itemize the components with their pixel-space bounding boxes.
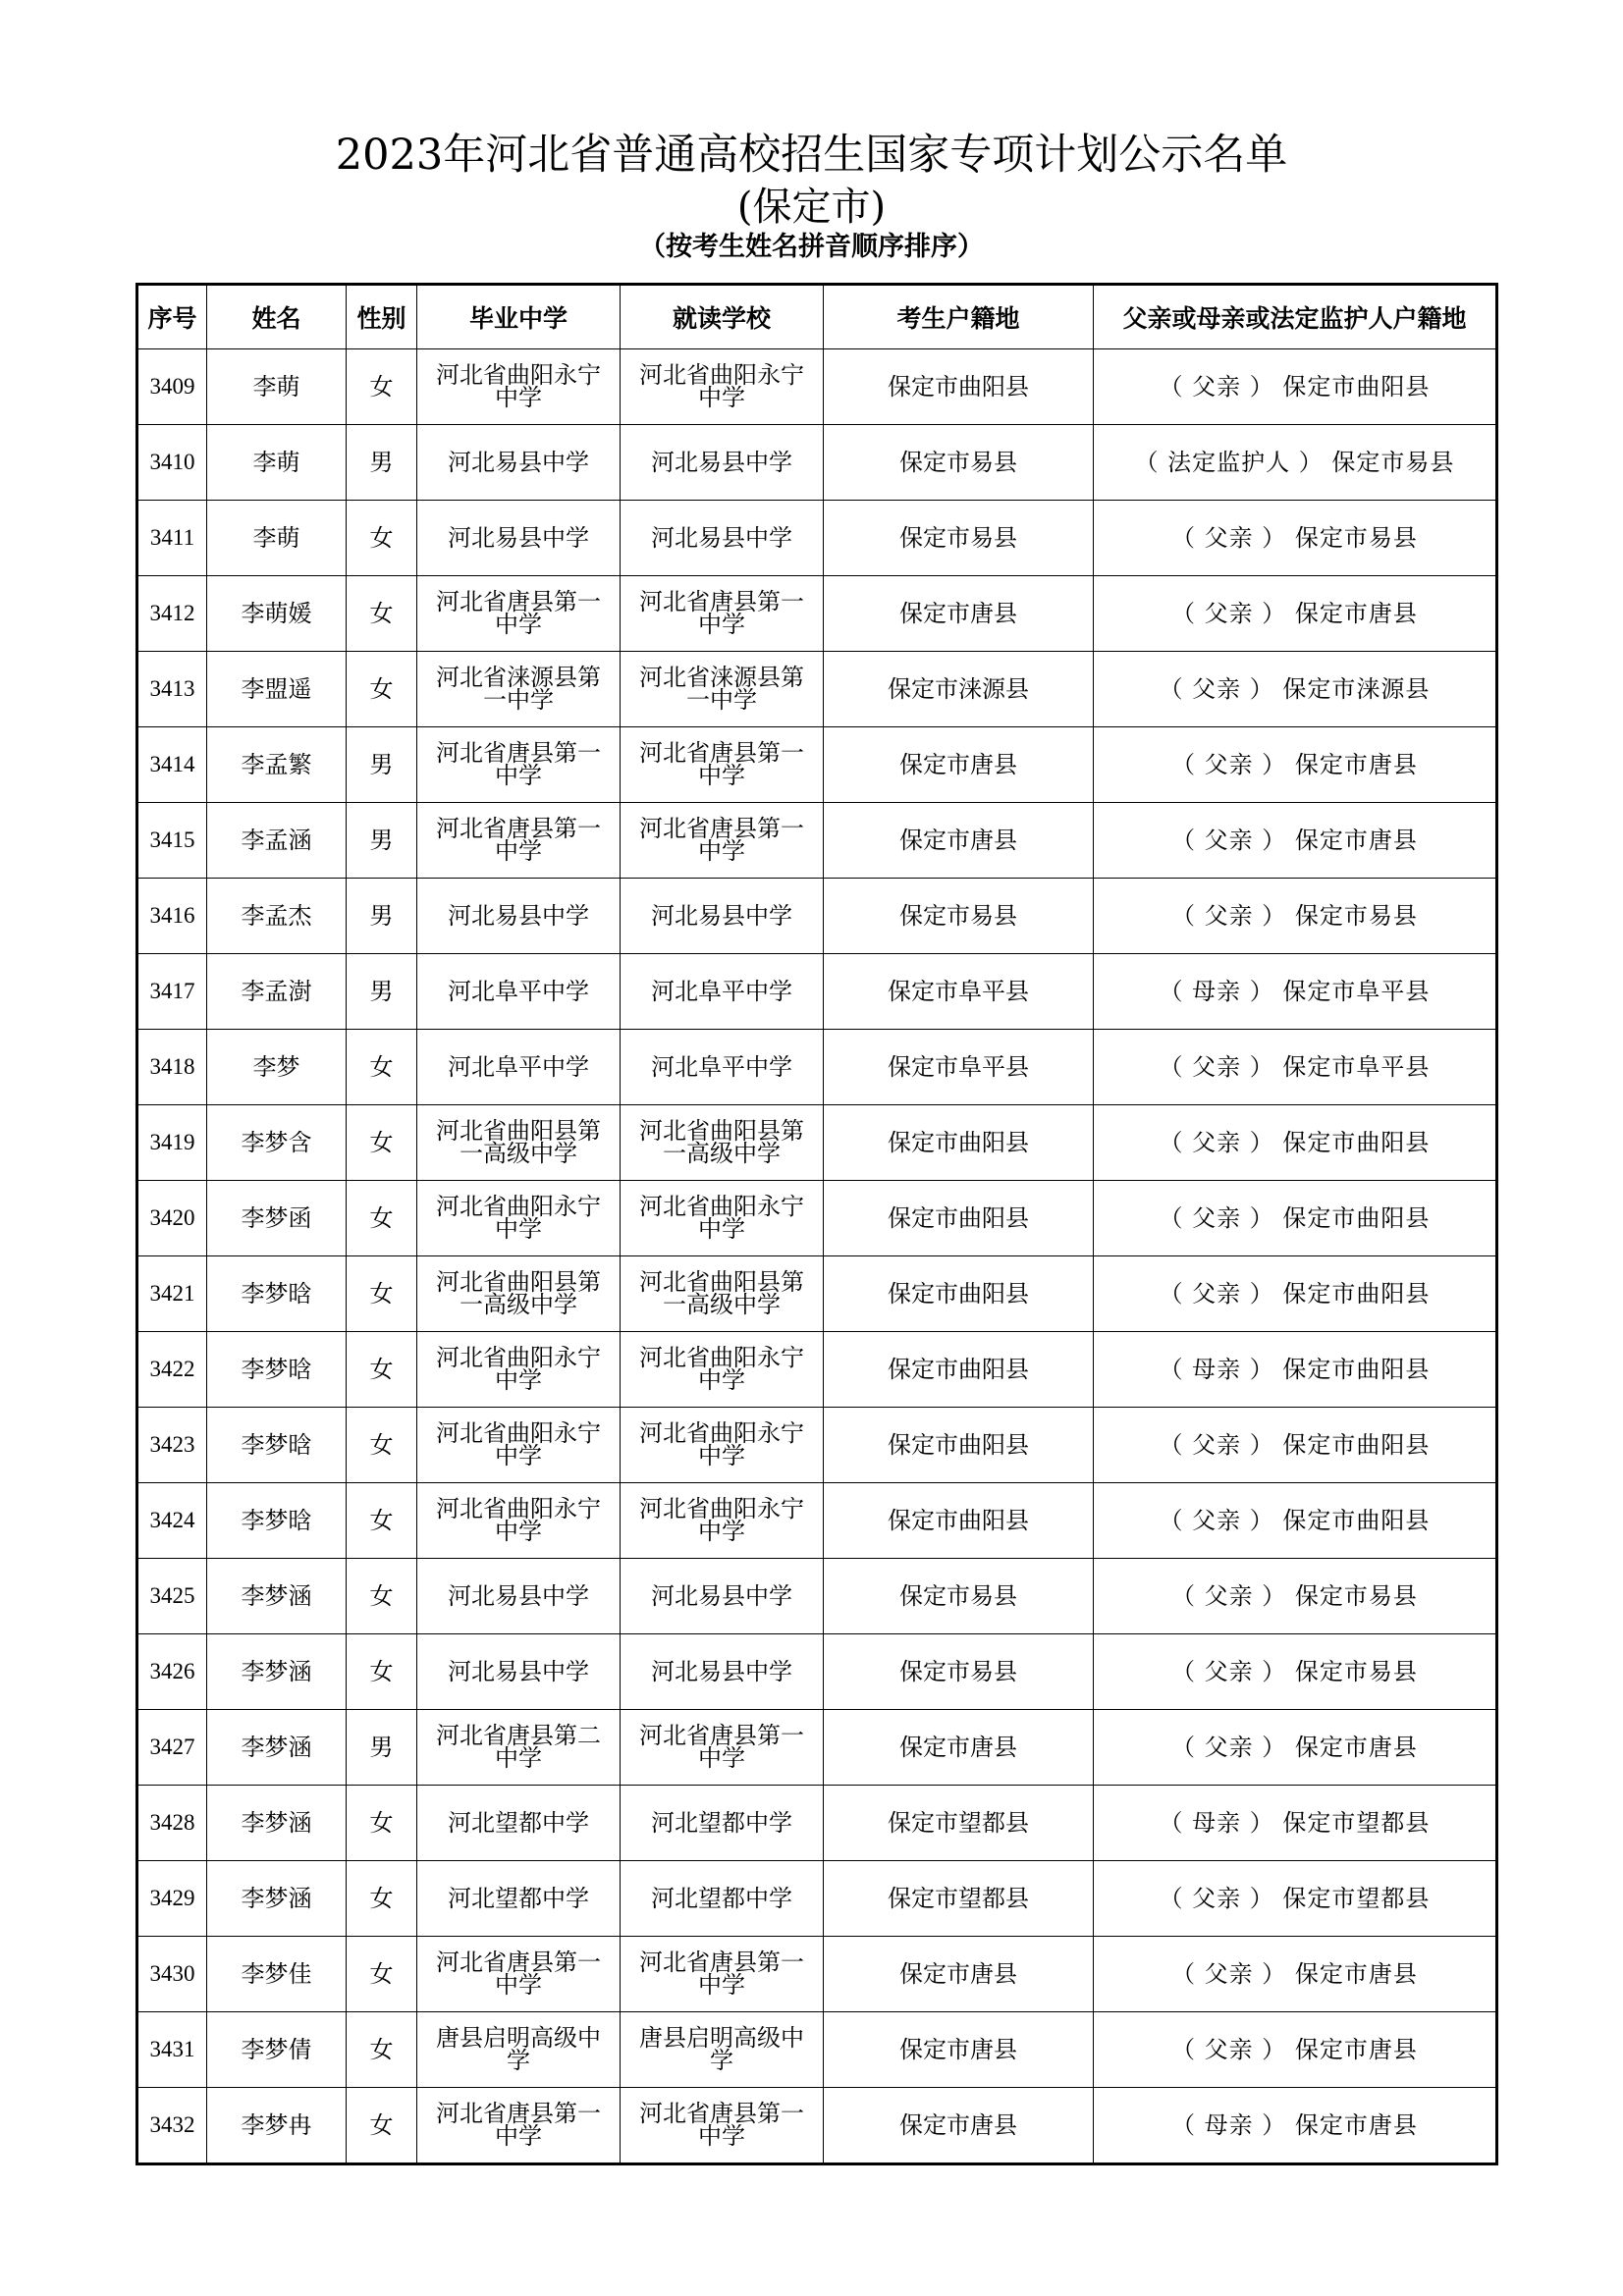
table-row [137, 2088, 1497, 2164]
cell-gender: 男 [347, 425, 417, 501]
cell-seq: 3430 [137, 1937, 207, 2012]
cell-current-school: 河北省曲阳永宁中学 [621, 1408, 824, 1483]
table-row [137, 1408, 1497, 1483]
cell-seq: 3422 [137, 1332, 207, 1408]
cell-guardian-household: （ 父亲 ） 保定市曲阳县 [1094, 1408, 1497, 1483]
header-guardian-household: 父亲或母亲或法定监护人户籍地 [1094, 285, 1497, 349]
cell-current-school: 河北省唐县第一中学 [621, 727, 824, 803]
cell-name: 李萌媛 [207, 576, 347, 652]
cell-seq: 3415 [137, 803, 207, 879]
cell-guardian-household: （ 母亲 ） 保定市阜平县 [1094, 954, 1497, 1030]
cell-household: 保定市曲阳县 [824, 1408, 1094, 1483]
table-row [137, 1181, 1497, 1256]
cell-guardian-household: （ 父亲 ） 保定市易县 [1094, 501, 1497, 576]
cell-seq: 3412 [137, 576, 207, 652]
cell-household: 保定市阜平县 [824, 1030, 1094, 1105]
cell-current-school: 河北望都中学 [621, 1861, 824, 1937]
cell-household: 保定市易县 [824, 1634, 1094, 1710]
cell-grad-school: 河北省唐县第一中学 [417, 803, 621, 879]
cell-name: 李孟澍 [207, 954, 347, 1030]
cell-gender: 女 [347, 576, 417, 652]
sort-note: （按考生姓名拼音顺序排序） [639, 232, 984, 262]
cell-current-school: 河北省曲阳永宁中学 [621, 1332, 824, 1408]
cell-seq: 3429 [137, 1861, 207, 1937]
cell-household: 保定市曲阳县 [824, 349, 1094, 425]
cell-grad-school: 河北省曲阳县第一高级中学 [417, 1256, 621, 1332]
cell-current-school: 河北阜平中学 [621, 1030, 824, 1105]
cell-name: 李盟遥 [207, 652, 347, 727]
cell-household: 保定市阜平县 [824, 954, 1094, 1030]
cell-seq: 3413 [137, 652, 207, 727]
cell-guardian-household: （ 父亲 ） 保定市易县 [1094, 1634, 1497, 1710]
cell-gender: 女 [347, 1786, 417, 1861]
cell-seq: 3409 [137, 349, 207, 425]
cell-gender: 女 [347, 1332, 417, 1408]
cell-name: 李孟杰 [207, 879, 347, 954]
cell-household: 保定市易县 [824, 879, 1094, 954]
cell-grad-school: 河北省曲阳县第一高级中学 [417, 1105, 621, 1181]
cell-current-school: 唐县启明高级中学 [621, 2012, 824, 2088]
cell-current-school: 河北省涞源县第一中学 [621, 652, 824, 727]
table-row [137, 501, 1497, 576]
cell-seq: 3432 [137, 2088, 207, 2164]
cell-household: 保定市唐县 [824, 727, 1094, 803]
cell-current-school: 河北省唐县第一中学 [621, 1710, 824, 1786]
cell-grad-school: 河北阜平中学 [417, 1030, 621, 1105]
cell-gender: 女 [347, 1181, 417, 1256]
document-subtitle: (保定市) [736, 185, 887, 230]
table-row [137, 1786, 1497, 1861]
cell-gender: 女 [347, 349, 417, 425]
cell-grad-school: 河北易县中学 [417, 501, 621, 576]
cell-household: 保定市曲阳县 [824, 1332, 1094, 1408]
cell-name: 李萌 [207, 501, 347, 576]
cell-name: 李梦倩 [207, 2012, 347, 2088]
cell-guardian-household: （ 父亲 ） 保定市唐县 [1094, 1937, 1497, 2012]
cell-grad-school: 河北省涞源县第一中学 [417, 652, 621, 727]
cell-seq: 3418 [137, 1030, 207, 1105]
cell-gender: 女 [347, 501, 417, 576]
header-seq: 序号 [137, 285, 207, 349]
cell-household: 保定市唐县 [824, 2012, 1094, 2088]
cell-gender: 男 [347, 727, 417, 803]
cell-current-school: 河北省曲阳县第一高级中学 [621, 1256, 824, 1332]
table-row [137, 954, 1497, 1030]
cell-gender: 女 [347, 2088, 417, 2164]
table-row [137, 652, 1497, 727]
table-row [137, 1105, 1497, 1181]
table-row [137, 1332, 1497, 1408]
cell-household: 保定市唐县 [824, 803, 1094, 879]
header-household: 考生户籍地 [824, 285, 1094, 349]
cell-current-school: 河北望都中学 [621, 1786, 824, 1861]
cell-household: 保定市唐县 [824, 576, 1094, 652]
cell-seq: 3420 [137, 1181, 207, 1256]
table-row [137, 349, 1497, 425]
cell-household: 保定市易县 [824, 425, 1094, 501]
cell-gender: 女 [347, 1634, 417, 1710]
cell-grad-school: 河北望都中学 [417, 1786, 621, 1861]
table-row [137, 2012, 1497, 2088]
cell-guardian-household: （ 法定监护人 ） 保定市易县 [1094, 425, 1497, 501]
cell-name: 李梦涵 [207, 1710, 347, 1786]
cell-guardian-household: （ 父亲 ） 保定市阜平县 [1094, 1030, 1497, 1105]
cell-name: 李梦佳 [207, 1937, 347, 2012]
cell-seq: 3417 [137, 954, 207, 1030]
cell-name: 李梦含 [207, 1105, 347, 1181]
table-row [137, 1710, 1497, 1786]
cell-gender: 女 [347, 1937, 417, 2012]
cell-grad-school: 唐县启明高级中学 [417, 2012, 621, 2088]
cell-seq: 3425 [137, 1559, 207, 1634]
cell-guardian-household: （ 父亲 ） 保定市唐县 [1094, 727, 1497, 803]
cell-gender: 女 [347, 1861, 417, 1937]
cell-guardian-household: （ 父亲 ） 保定市涞源县 [1094, 652, 1497, 727]
table-row [137, 576, 1497, 652]
cell-gender: 女 [347, 2012, 417, 2088]
table-row [137, 1256, 1497, 1332]
cell-guardian-household: （ 父亲 ） 保定市曲阳县 [1094, 1181, 1497, 1256]
cell-current-school: 河北易县中学 [621, 1634, 824, 1710]
cell-gender: 男 [347, 954, 417, 1030]
cell-name: 李萌 [207, 425, 347, 501]
cell-gender: 女 [347, 652, 417, 727]
cell-gender: 女 [347, 1256, 417, 1332]
cell-grad-school: 河北易县中学 [417, 425, 621, 501]
cell-household: 保定市曲阳县 [824, 1105, 1094, 1181]
cell-gender: 男 [347, 803, 417, 879]
table-header-row [137, 285, 1497, 349]
cell-guardian-household: （ 父亲 ） 保定市唐县 [1094, 1710, 1497, 1786]
cell-household: 保定市涞源县 [824, 652, 1094, 727]
cell-seq: 3423 [137, 1408, 207, 1483]
cell-household: 保定市曲阳县 [824, 1181, 1094, 1256]
cell-current-school: 河北省唐县第一中学 [621, 803, 824, 879]
header-gender: 性别 [347, 285, 417, 349]
cell-current-school: 河北省曲阳永宁中学 [621, 1181, 824, 1256]
document-title: 2023年河北省普通高校招生国家专项计划公示名单 [335, 131, 1288, 180]
cell-guardian-household: （ 父亲 ） 保定市曲阳县 [1094, 1483, 1497, 1559]
cell-gender: 男 [347, 879, 417, 954]
cell-current-school: 河北易县中学 [621, 879, 824, 954]
cell-household: 保定市曲阳县 [824, 1483, 1094, 1559]
cell-name: 李梦晗 [207, 1256, 347, 1332]
cell-seq: 3419 [137, 1105, 207, 1181]
cell-seq: 3424 [137, 1483, 207, 1559]
table-row [137, 803, 1497, 879]
cell-household: 保定市唐县 [824, 2088, 1094, 2164]
cell-gender: 女 [347, 1408, 417, 1483]
cell-grad-school: 河北省唐县第一中学 [417, 727, 621, 803]
cell-guardian-household: （ 父亲 ） 保定市易县 [1094, 1559, 1497, 1634]
header-name: 姓名 [207, 285, 347, 349]
table-row [137, 1030, 1497, 1105]
table-row [137, 1861, 1497, 1937]
cell-name: 李梦函 [207, 1181, 347, 1256]
table-row [137, 1634, 1497, 1710]
cell-grad-school: 河北省唐县第二中学 [417, 1710, 621, 1786]
cell-seq: 3411 [137, 501, 207, 576]
table-row [137, 1559, 1497, 1634]
cell-household: 保定市望都县 [824, 1786, 1094, 1861]
cell-current-school: 河北易县中学 [621, 501, 824, 576]
cell-gender: 女 [347, 1559, 417, 1634]
cell-seq: 3416 [137, 879, 207, 954]
cell-grad-school: 河北省唐县第一中学 [417, 1937, 621, 2012]
cell-name: 李梦 [207, 1030, 347, 1105]
cell-guardian-household: （ 父亲 ） 保定市曲阳县 [1094, 1256, 1497, 1332]
cell-current-school: 河北省曲阳永宁中学 [621, 1483, 824, 1559]
cell-seq: 3410 [137, 425, 207, 501]
cell-current-school: 河北省曲阳县第一高级中学 [621, 1105, 824, 1181]
cell-seq: 3426 [137, 1634, 207, 1710]
cell-current-school: 河北阜平中学 [621, 954, 824, 1030]
table-row [137, 1937, 1497, 2012]
cell-name: 李孟繁 [207, 727, 347, 803]
cell-household: 保定市易县 [824, 501, 1094, 576]
table-row [137, 879, 1497, 954]
roster-table [135, 283, 1498, 2165]
cell-current-school: 河北易县中学 [621, 1559, 824, 1634]
cell-gender: 女 [347, 1483, 417, 1559]
cell-current-school: 河北省曲阳永宁中学 [621, 349, 824, 425]
cell-guardian-household: （ 父亲 ） 保定市易县 [1094, 879, 1497, 954]
cell-grad-school: 河北易县中学 [417, 1634, 621, 1710]
cell-guardian-household: （ 母亲 ） 保定市唐县 [1094, 2088, 1497, 2164]
cell-seq: 3431 [137, 2012, 207, 2088]
cell-name: 李孟涵 [207, 803, 347, 879]
cell-current-school: 河北易县中学 [621, 425, 824, 501]
header-grad-school: 毕业中学 [417, 285, 621, 349]
cell-name: 李梦晗 [207, 1408, 347, 1483]
cell-seq: 3421 [137, 1256, 207, 1332]
cell-grad-school: 河北省唐县第一中学 [417, 2088, 621, 2164]
cell-guardian-household: （ 父亲 ） 保定市曲阳县 [1094, 1105, 1497, 1181]
cell-guardian-household: （ 父亲 ） 保定市唐县 [1094, 2012, 1497, 2088]
cell-household: 保定市唐县 [824, 1710, 1094, 1786]
cell-name: 李梦晗 [207, 1483, 347, 1559]
cell-grad-school: 河北阜平中学 [417, 954, 621, 1030]
cell-grad-school: 河北易县中学 [417, 1559, 621, 1634]
cell-name: 李梦涵 [207, 1634, 347, 1710]
table-row [137, 1483, 1497, 1559]
cell-seq: 3427 [137, 1710, 207, 1786]
cell-guardian-household: （ 母亲 ） 保定市曲阳县 [1094, 1332, 1497, 1408]
cell-grad-school: 河北省曲阳永宁中学 [417, 1181, 621, 1256]
cell-name: 李萌 [207, 349, 347, 425]
cell-gender: 女 [347, 1105, 417, 1181]
header-current-school: 就读学校 [621, 285, 824, 349]
cell-gender: 女 [347, 1030, 417, 1105]
cell-household: 保定市曲阳县 [824, 1256, 1094, 1332]
cell-current-school: 河北省唐县第一中学 [621, 1937, 824, 2012]
cell-seq: 3414 [137, 727, 207, 803]
cell-guardian-household: （ 母亲 ） 保定市望都县 [1094, 1786, 1497, 1861]
cell-name: 李梦涵 [207, 1559, 347, 1634]
cell-current-school: 河北省唐县第一中学 [621, 2088, 824, 2164]
cell-household: 保定市唐县 [824, 1937, 1094, 2012]
table-row [137, 727, 1497, 803]
cell-grad-school: 河北省曲阳永宁中学 [417, 1483, 621, 1559]
cell-household: 保定市望都县 [824, 1861, 1094, 1937]
cell-name: 李梦晗 [207, 1332, 347, 1408]
cell-grad-school: 河北省唐县第一中学 [417, 576, 621, 652]
cell-gender: 男 [347, 1710, 417, 1786]
cell-guardian-household: （ 父亲 ） 保定市唐县 [1094, 803, 1497, 879]
cell-grad-school: 河北望都中学 [417, 1861, 621, 1937]
cell-current-school: 河北省唐县第一中学 [621, 576, 824, 652]
cell-name: 李梦涵 [207, 1786, 347, 1861]
cell-name: 李梦涵 [207, 1861, 347, 1937]
table-row [137, 425, 1497, 501]
cell-grad-school: 河北省曲阳永宁中学 [417, 1408, 621, 1483]
cell-grad-school: 河北易县中学 [417, 879, 621, 954]
cell-grad-school: 河北省曲阳永宁中学 [417, 1332, 621, 1408]
cell-guardian-household: （ 父亲 ） 保定市曲阳县 [1094, 349, 1497, 425]
cell-name: 李梦冉 [207, 2088, 347, 2164]
cell-household: 保定市易县 [824, 1559, 1094, 1634]
cell-guardian-household: （ 父亲 ） 保定市望都县 [1094, 1861, 1497, 1937]
cell-guardian-household: （ 父亲 ） 保定市唐县 [1094, 576, 1497, 652]
cell-seq: 3428 [137, 1786, 207, 1861]
cell-grad-school: 河北省曲阳永宁中学 [417, 349, 621, 425]
roster-body [137, 349, 1497, 2164]
